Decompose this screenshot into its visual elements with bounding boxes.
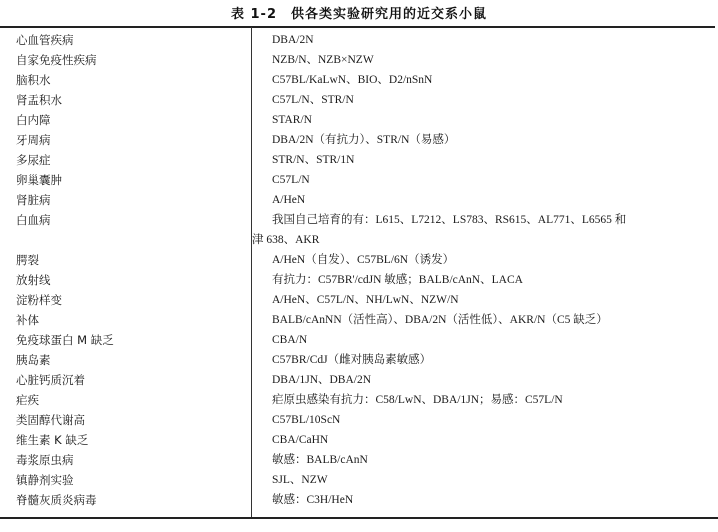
table-row [0, 110, 718, 130]
table-body [0, 30, 718, 510]
strains-cell: CBA/N [272, 334, 308, 346]
disease-cell: 镇静剂实验 [16, 473, 74, 487]
disease-cell: 淀粉样变 [16, 293, 62, 307]
table-row [0, 190, 718, 210]
disease-cell: 肾盂积水 [16, 93, 62, 107]
disease-cell: 放射线 [16, 273, 51, 287]
strains-cell: 有抗力：C57BR'/cdJN 敏感；BALB/cAnN、LACA [272, 274, 523, 286]
strains-line-1: 我国自己培育的有：L615、L7212、LS783、RS615、AL771、L6565 和 [272, 214, 627, 226]
disease-cell: 维生素 K 缺乏 [16, 433, 89, 447]
strains-cell: C57BL/KaLwN、BIO、D2/nSnN [272, 74, 433, 86]
strains-cell: C57L/N [272, 174, 310, 186]
strains-cell: C57L/N、STR/N [272, 94, 354, 106]
table-top-rule [0, 26, 715, 28]
table-row [0, 430, 718, 450]
disease-cell: 脊髓灰质炎病毒 [16, 493, 97, 507]
strains-cell: STR/N、STR/1N [272, 154, 355, 166]
disease-cell: 卵巢囊肿 [16, 173, 62, 187]
table-row [0, 470, 718, 490]
table-row [0, 90, 718, 110]
table-row [0, 210, 718, 250]
strains-cell [252, 210, 708, 250]
strains-line-2: 津 638、AKR [252, 234, 320, 246]
table-bottom-rule [0, 517, 718, 519]
table-row [0, 130, 718, 150]
table-row [0, 70, 718, 90]
table-row [0, 350, 718, 370]
disease-cell: 牙周病 [16, 133, 51, 147]
table-row [0, 150, 718, 170]
table-row [0, 370, 718, 390]
disease-cell: 白内障 [16, 113, 51, 127]
strains-cell: A/HeN [272, 194, 306, 206]
disease-cell: 心血管疾病 [16, 33, 74, 47]
strains-cell: 敏感：BALB/cAnN [272, 454, 368, 466]
table-title: 表 1-2 供各类实验研究用的近交系小鼠 [230, 7, 487, 22]
disease-cell: 补体 [16, 313, 39, 327]
disease-cell: 肾脏病 [16, 193, 51, 207]
strains-cell: DBA/2N [272, 34, 314, 46]
table-row [0, 310, 718, 330]
table-row [0, 250, 718, 270]
disease-cell: 类固醇代谢高 [16, 413, 85, 427]
table-row [0, 490, 718, 510]
table-row [0, 410, 718, 430]
strains-cell: NZB/N、NZB×NZW [272, 54, 374, 66]
strains-cell: CBA/CaHN [272, 434, 329, 446]
strains-cell: 敏感：C3H/HeN [272, 494, 354, 506]
disease-cell: 胰岛素 [16, 353, 51, 367]
table-row [0, 50, 718, 70]
table-row [0, 390, 718, 410]
disease-cell: 免疫球蛋白 M 缺乏 [16, 333, 114, 347]
disease-cell: 多尿症 [16, 153, 51, 167]
disease-cell: 白血病 [16, 213, 51, 227]
strains-cell: A/HeN（自发）、C57BL/6N（诱发） [272, 254, 455, 266]
table-row [0, 290, 718, 310]
disease-cell: 自家免疫性疾病 [16, 53, 97, 67]
strains-cell: STAR/N [272, 114, 312, 126]
strains-cell: DBA/2N（有抗力）、STR/N（易感） [272, 134, 456, 146]
strains-cell: DBA/1JN、DBA/2N [272, 374, 372, 386]
disease-cell: 毒浆原虫病 [16, 453, 74, 467]
strains-cell: SJL、NZW [272, 474, 328, 486]
table-row [0, 450, 718, 470]
strains-cell: 疟原虫感染有抗力：C58/LwN、DBA/1JN；易感：C57L/N [272, 394, 563, 406]
disease-cell: 心脏钙质沉着 [16, 373, 85, 387]
strains-cell: A/HeN、C57L/N、NH/LwN、NZW/N [272, 294, 459, 306]
disease-cell: 脑积水 [16, 73, 51, 87]
strains-cell: BALB/cAnNN（活性高）、DBA/2N（活性低）、AKR/N（C5 缺乏） [272, 314, 608, 326]
table-row [0, 270, 718, 290]
strains-cell: C57BR/CdJ（雌对胰岛素敏感） [272, 354, 432, 366]
table-row [0, 330, 718, 350]
disease-cell: 疟疾 [16, 393, 39, 407]
table-row [0, 30, 718, 50]
disease-cell: 腭裂 [16, 253, 39, 267]
strains-cell: C57BL/10ScN [272, 414, 341, 426]
table-row [0, 170, 718, 190]
